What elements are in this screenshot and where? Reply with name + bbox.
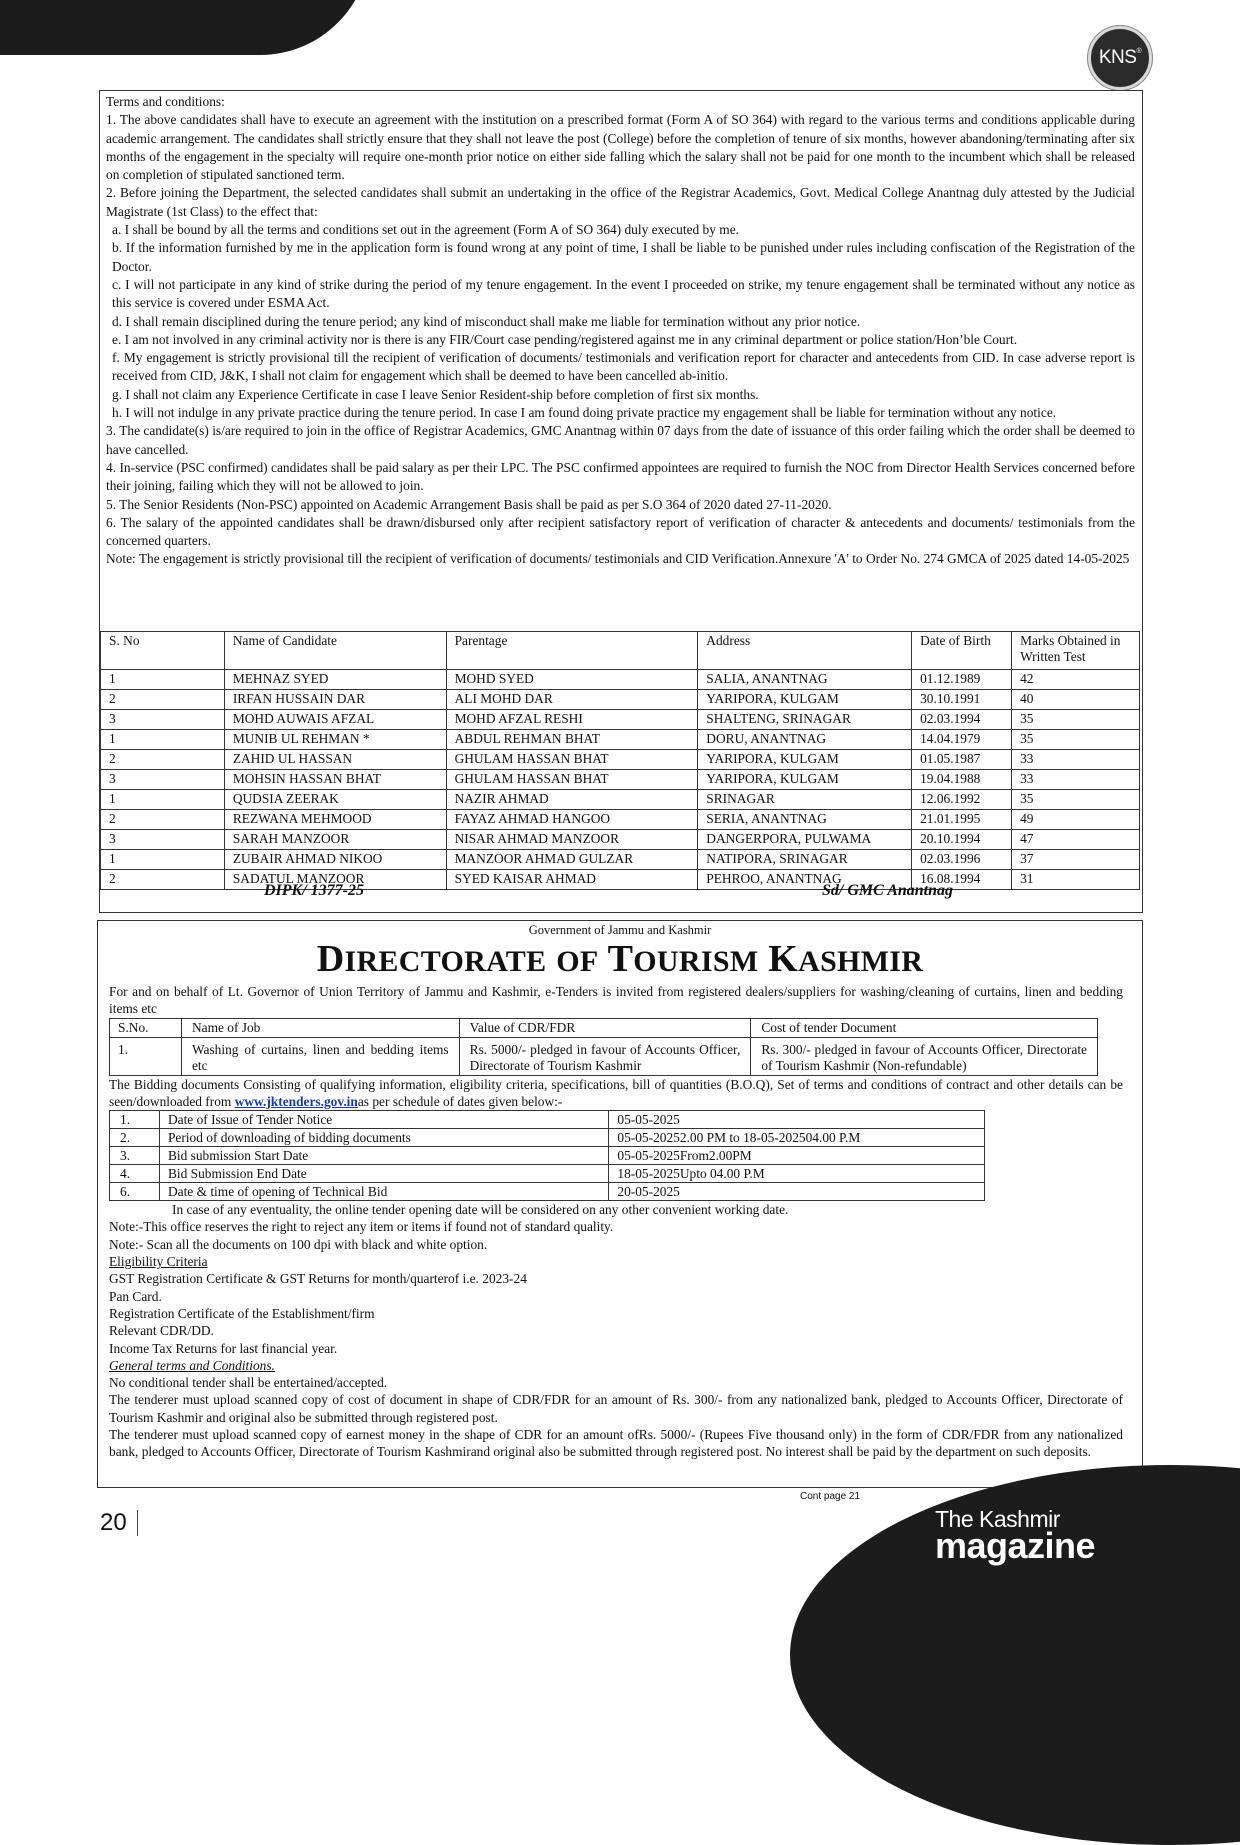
general-term: The tenderer must upload scanned copy of cost of document in shape of CDR/FDR for an amount of Rs. 300/- from any nationalized bank, pledged to Accounts Officer, Directorate of Tourism Kashmir and original also be submitted through registered post. [109,1392,1123,1425]
gmc-notice-box [99,90,1143,913]
table-cell: Bid Submission End Date [159,1165,608,1183]
directorate-title: DIRECTORATE OF TOURISM KASHMIR [316,938,924,980]
table-cell: 3 [101,830,225,850]
table-cell: 47 [1012,830,1140,850]
table-cell: MOHD SYED [446,670,698,690]
column-header: Address [698,632,912,670]
table-header-row [110,1018,1098,1037]
table-cell: 49 [1012,810,1140,830]
term-5: 5. The Senior Residents (Non-PSC) appointed on Academic Arrangement Basis shall be paid as per S.O 364 of 2020 dated 27-11-2020. [106,496,832,512]
table-row [101,770,1140,790]
undertaking-d: d. I shall remain disciplined during the tenure period; any kind of misconduct shall make me liable for termination without any prior notice. [112,313,861,329]
column-header: Parentage [446,632,698,670]
table-cell: SARAH MANZOOR [224,830,446,850]
eventuality-note: In case of any eventuality, the online tender opening date will be considered on any other convenient working date. [172,1202,789,1218]
table-cell: 1 [101,850,225,870]
terms-heading: Terms and conditions: [106,94,225,109]
terms-and-conditions [100,91,1142,569]
table-cell: Date & time of opening of Technical Bid [159,1183,608,1201]
tender-intro: For and on behalf of Lt. Governor of Union Territory of Jammu and Kashmir, e-Tenders is invited from registered dealers/suppliers for washing/cleaning of curtains, linen and bedding items etc [109,984,1123,1017]
table-cell: 33 [1012,770,1140,790]
table-cell: 35 [1012,710,1140,730]
table-cell: 20-05-2025 [609,1183,985,1201]
page-number-divider [137,1510,138,1536]
table-cell: 37 [1012,850,1140,870]
table-cell: 14.04.1979 [912,730,1012,750]
eligibility-item: Pan Card. [109,1288,162,1304]
magazine-logo [935,1506,1096,1566]
table-cell: 40 [1012,690,1140,710]
note-scan: Note:- Scan all the documents on 100 dpi with black and white option. [109,1236,488,1252]
table-cell: 3. [110,1147,160,1165]
continuation-note: Cont page 21 [800,1491,861,1502]
undertaking-h: h. I will not indulge in any private practice during the tenure period. In case I am found doing private practice my engagement shall be liable for termination without any notice. [112,405,1057,421]
table-cell: 2 [101,690,225,710]
table-cell: 05-05-20252.00 PM to 18-05-202504.00 P.M [609,1129,985,1147]
table-cell: SADATUL MANZOOR [224,870,446,890]
table-cell: SYED KAISAR AHMAD [446,870,698,890]
table-cell: SALIA, ANANTNAG [698,670,912,690]
column-header: Value of CDR/FDR [459,1018,751,1037]
table-cell: 35 [1012,730,1140,750]
column-header: Name of Candidate [224,632,446,670]
schedule-table [109,1110,985,1201]
table-cell: ZUBAIR AHMAD NIKOO [224,850,446,870]
table-cell: QUDSIA ZEERAK [224,790,446,810]
table-cell: MOHSIN HASSAN BHAT [224,770,446,790]
table-row [101,670,1140,690]
table-row [101,690,1140,710]
column-header: Date of Birth [912,632,1012,670]
table-row [101,790,1140,810]
table-cell: NAZIR AHMAD [446,790,698,810]
table-row [110,1037,1098,1075]
jktenders-link[interactable]: www.jktenders.gov.in [234,1093,358,1109]
term-2: 2. Before joining the Department, the selected candidates shall submit an undertaking in the office of the Registrar Academics, Govt. Medical College Anantnag duly attested by the Judicial Magistrate (1st Class) to the effect that: [106,185,1135,219]
table-cell: Bid submission Start Date [159,1147,608,1165]
table-cell: YARIPORA, KULGAM [698,690,912,710]
signatory: Sd/ GMC Anantnag [822,882,954,899]
magazine-logo-line1: The Kashmir [935,1506,1060,1532]
table-cell: NISAR AHMAD MANZOOR [446,830,698,850]
general-terms-heading: General terms and Conditions. [109,1357,275,1373]
table-cell: 4. [110,1165,160,1183]
eligibility-item: Registration Certificate of the Establishment/firm [109,1305,375,1321]
table-cell: DORU, ANANTNAG [698,730,912,750]
table-cell: 01.12.1989 [912,670,1012,690]
table-cell: 05-05-2025 [609,1111,985,1129]
column-header: S.No. [110,1018,182,1037]
table-cell: 20.10.1994 [912,830,1012,850]
table-row [101,750,1140,770]
kns-logo: KNS ® [1088,26,1152,90]
table-cell: 16.08.1994 [912,870,1012,890]
undertaking-e: e. I am not involved in any criminal activity nor is there is any FIR/Court case pending/registered against me in any criminal department or police station/Hon’ble Court. [112,331,1018,347]
table-cell: SHALTENG, SRINAGAR [698,710,912,730]
term-3: 3. The candidate(s) is/are required to join in the office of Registrar Academics, GMC Anantnag within 07 days from the date of issuance of this order failing which the order shall be deemed to have cancelled. [106,423,1135,457]
table-cell: SERIA, ANANTNAG [698,810,912,830]
table-cell: PEHROO, ANANTNAG [698,870,912,890]
column-header: Marks Obtained in Written Test [1012,632,1140,670]
table-cell: 30.10.1991 [912,690,1012,710]
table-row [101,730,1140,750]
column-header: S. No [101,632,225,670]
table-cell: 1 [101,670,225,690]
undertaking-f: f. My engagement is strictly provisional till the recipient of verification of documents/ testimonials and verification report for character and antecedents from CID. In case adverse report is received from CID, J&K, I shall not claim for engagement which shall be deemed to have been cancelled ab-initio. [112,350,1135,384]
table-row [101,850,1140,870]
table-row [101,710,1140,730]
table-cell: 35 [1012,790,1140,810]
tender-notes [98,1201,1142,1460]
term-4: 4. In-service (PSC confirmed) candidates shall be paid salary as per their LPC. The PSC confirmed appointees are required to furnish the NOC from Director Health Services concerned before their joining, failing which they will not be allowed to join. [106,459,1135,494]
eligibility-heading: Eligibility Criteria [109,1254,208,1270]
table-cell: MOHD AUWAIS AFZAL [224,710,446,730]
table-cell: 2 [101,750,225,770]
table-cell: 01.05.1987 [912,750,1012,770]
table-cell: GHULAM HASSAN BHAT [446,770,698,790]
table-cell: 2. [110,1129,160,1147]
table-cell: 1. [110,1037,182,1075]
table-row [110,1165,985,1183]
candidates-table [100,631,1140,890]
table-cell: NATIPORA, SRINAGAR [698,850,912,870]
table-cell: SRINAGAR [698,790,912,810]
table-cell: 18-05-2025Upto 04.00 P.M [609,1165,985,1183]
table-row [110,1183,985,1201]
table-cell: 1 [101,790,225,810]
table-cell: 42 [1012,670,1140,690]
table-cell: MOHD AFZAL RESHI [446,710,698,730]
table-row [101,830,1140,850]
table-cell: MUNIB UL REHMAN * [224,730,446,750]
term-1: 1. The above candidates shall have to execute an agreement with the institution on a prescribed format (Form A of SO 364) with regard to the various terms and conditions applicable during academic arrangement. The candidates shall strictly ensure that they shall not leave the post (College) before the completion of tenure of six months, however abandoning/terminating after six months of the engagement in the specialty will require one-month prior notice on either side falling which the salary shall not be paid for one month to the incumbent which shall be released on completion of stipulated sanctioned term. [106,112,1135,183]
table-cell: 1 [101,730,225,750]
table-cell: MEHNAZ SYED [224,670,446,690]
table-cell: Washing of curtains, linen and bedding items etc [181,1037,459,1075]
eligibility-item: Relevant CDR/DD. [109,1323,214,1339]
general-term: The tenderer must upload scanned copy of earnest money in the shape of CDR for an amount ofRs. 5000/- (Rupees Five thousand only) in the form of CDR/FDR from any nationalized bank, pledged to Accounts Officer, Directorate of Tourism Kashmirand original also be submitted through registered post. No interest shall be paid by the department on such deposits. [109,1427,1123,1460]
tender-notice-box [97,920,1143,1488]
table-cell: FAYAZ AHMAD HANGOO [446,810,698,830]
page-number: 20 [100,1509,127,1536]
bidding-documents: The Bidding documents Consisting of qualifying information, eligibility criteria, specifications, bill of quantities (B.O.Q), Set of terms and conditions of contract and other details can be seen/downloaded from www.jktenders.gov.inas per schedule of dates given below:- [109,1076,1123,1109]
table-row [110,1147,985,1165]
table-row [101,810,1140,830]
eligibility-item: Income Tax Returns for last financial year. [109,1340,338,1356]
table-cell: 05-05-2025From2.00PM [609,1147,985,1165]
table-cell: Date of Issue of Tender Notice [159,1111,608,1129]
table-cell: ABDUL REHMAN BHAT [446,730,698,750]
table-cell: REZWANA MEHMOOD [224,810,446,830]
table-cell: 1. [110,1111,160,1129]
table-cell: ZAHID UL HASSAN [224,750,446,770]
table-cell: 2 [101,870,225,890]
table-cell: Period of downloading of bidding documents [159,1129,608,1147]
general-term: No conditional tender shall be entertained/accepted. [109,1375,388,1391]
table-header-row [101,632,1140,670]
table-cell: GHULAM HASSAN BHAT [446,750,698,770]
table-cell: 12.06.1992 [912,790,1012,810]
table-cell: 19.04.1988 [912,770,1012,790]
table-cell: IRFAN HUSSAIN DAR [224,690,446,710]
table-cell: 31 [1012,870,1140,890]
undertaking-c: c. I will not participate in any kind of strike during the period of my tenure engagement. In the event I proceeded on strike, my tenure engagement shall be terminated without any notice as this service is covered under ESMA Act. [112,276,1135,311]
note-reject: Note:-This office reserves the right to reject any item or items if found not of standard quality. [109,1219,614,1235]
table-cell: ALI MOHD DAR [446,690,698,710]
table-cell: MANZOOR AHMAD GULZAR [446,850,698,870]
table-cell: DANGERPORA, PULWAMA [698,830,912,850]
table-cell: 21.01.1995 [912,810,1012,830]
table-cell: 02.03.1996 [912,850,1012,870]
table-cell: 33 [1012,750,1140,770]
table-cell: YARIPORA, KULGAM [698,770,912,790]
table-cell: Rs. 5000/- pledged in favour of Accounts Officer, Directorate of Tourism Kashmir [459,1037,751,1075]
terms-note: Note: The engagement is strictly provisional till the recipient of verification of documents/ testimonials and CID Verification.Annexure 'A' to Order No. 274 GMCA of 2025 dated 14-05-2025 [106,551,1130,567]
magazine-logo-line2: magazine [935,1525,1096,1566]
undertaking-g: g. I shall not claim any Experience Certificate in case I leave Senior Resident-ship before completion of first six months. [112,386,759,402]
table-row [110,1129,985,1147]
job-table [109,1018,1098,1076]
table-cell: 3 [101,770,225,790]
table-row [101,870,1140,890]
table-cell: 2 [101,810,225,830]
term-6: 6. The salary of the appointed candidates shall be drawn/disbursed only after recipient satisfactory report of verification of character & antecedents and documents/ testimonials from the concerned quarters. [106,514,1135,549]
column-header: Name of Job [181,1018,459,1037]
table-row [110,1111,985,1129]
undertaking-a: a. I shall be bound by all the terms and conditions set out in the agreement (Form A of SO 364) duly executed by me. [112,222,739,238]
undertaking-b: b. If the information furnished by me in the application form is found wrong at any point of time, I shall be liable to be punished under rules including confiscation of the Registration of the Doctor. [112,240,1135,274]
table-cell: 6. [110,1183,160,1201]
government-heading: Government of Jammu and Kashmir [528,923,712,937]
eligibility-item: GST Registration Certificate & GST Returns for month/quarterof i.e. 2023-24 [109,1271,527,1287]
table-cell: 3 [101,710,225,730]
table-cell: Rs. 300/- pledged in favour of Accounts Officer, Directorate of Tourism Kashmir (Non-refundable) [751,1037,1098,1075]
reference-number: DIPK/ 1377-25 [264,882,364,899]
top-decoration [0,0,370,55]
table-cell: YARIPORA, KULGAM [698,750,912,770]
table-cell: 02.03.1994 [912,710,1012,730]
column-header: Cost of tender Document [751,1018,1098,1037]
